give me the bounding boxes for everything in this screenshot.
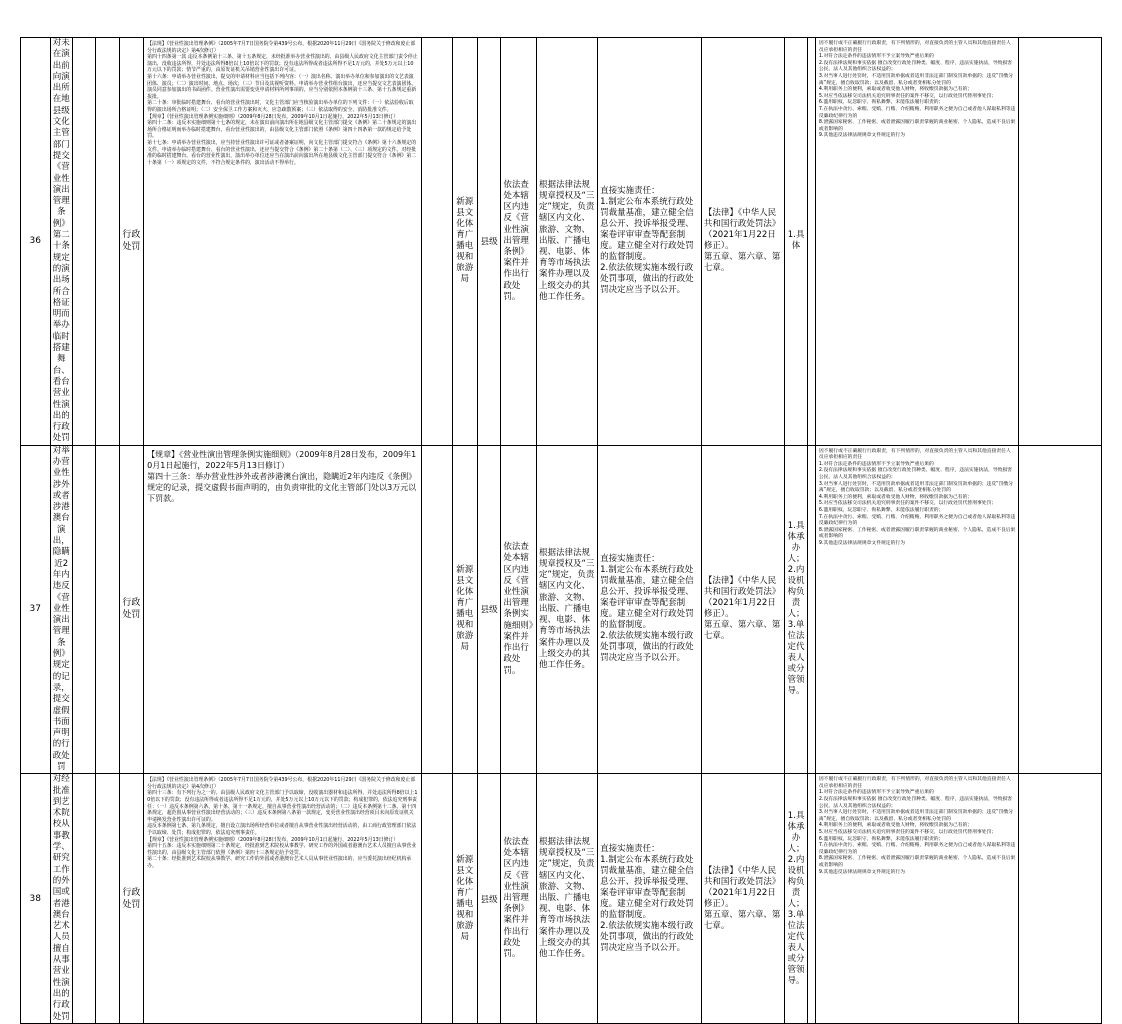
liab-line: 5.对应当依法移交司法机关追究刑事责任的案件不移交，以行政处罚代替刑事处罚；	[818, 501, 997, 507]
liab-line: 2.没有法律法规和事实依据 擅自改变行政处罚种类、幅度、程序，违法实施执法，导致损害公民、法人及其他组织合法权益的；	[818, 60, 1013, 73]
empty-cell	[422, 38, 453, 446]
penalty-basis: 【法律】《中华人民共和国行政处罚法》（2021年1月22日修正）。 第五章、第六章、第七章。	[701, 38, 784, 446]
liab-line: 因不履行或不正确履行行政职责，有下列情形的，对直接负责的主管人员和其他直接责任人员应承担相应的责任	[818, 777, 1011, 789]
responsibility-table	[20, 37, 1102, 1024]
liab-line: 因不履行或不正确履行行政职责，有下列情形的，对直接负责的主管人员和其他直接责任人员应承担相应的责任	[818, 41, 1011, 53]
empty-cell	[807, 38, 815, 446]
table-row	[21, 38, 1102, 446]
direct-responsibility: 直接实施责任： 1.制定公布本系统行政处罚裁量基准，建立健全信息公开、投诉举报受理、案卷评审审查等配套制度。建立健全对行政处罚的监督制度。 2.依法依规实施本级行政处罚事项，做出的行政处罚决定应当予以公开。	[598, 774, 702, 1024]
basis-line: 第十六条：申请举办营业性演出，提交的申请材料应当包括下列内容：（一）演出名称、演出举办单位和参加演出的文艺表演团体、演员；（二）演出时间、地点、场次；（三）节目及其视听资料。申请举办营业性组台演出，还应当提交文艺表演团体、演员同意参加演出的书面函件。营业性演出需要变更申请材料所列事项的，应当分别依照本条例第十三条、第十五条规定重新报批。	[147, 73, 417, 100]
basis-line: 【法规】《营业性演出管理条例》（2005年7月7日国务院令第439号公布，根据2020年11月29日《国务院关于修改和废止部分行政法规的决定》第4次修订）	[147, 41, 416, 54]
implementing-department: 新源县文化体育广播电视和旅游局	[452, 774, 477, 1024]
liab-line: 8.泄露国家秘密、工作秘密，或者泄露因履行职责掌握的商业秘密、个人隐私，造成不良后果或者影响的	[818, 527, 1016, 540]
basis-line: 第十七条：申请举办营业性演出，应当持营业性演出许可证或者备案证明，向文化主管部门提交符合《条例》第十六条规定的文件。申请举办临时搭建舞台、看台的营业性演出，还应当提交符合《条例》第二十条第（二）、（三）项规定的文件。对经批准的临时搭建舞台、看台的营业性演出，演出举办单位还应当在演出前向演出所在地县级文化主管部门提交符合《条例》第二十条第（一）项规定的文件，不符合规定条件的，演出活动不得举行。	[147, 139, 417, 166]
item-name: 对经批准到艺术院校从事教学、研究工作的外国或者港澳台艺术人员擅自从事营业性演出的行政处罚	[50, 774, 72, 1024]
liab-line: 1.对符合法定条件的违法情形不予立案导致严重后果的	[818, 790, 934, 796]
liab-line: 6.滥用职权、玩忽职守、徇私舞弊，未能依法履行职责的；	[818, 836, 944, 842]
liability-clauses	[815, 774, 1019, 1024]
liab-line: 因不履行或不正确履行行政职责，有下列情形的，对直接负责的主管人员和其他直接责任人员应承担相应的责任	[818, 448, 1011, 461]
basis-line: 第二十条：审批临时搭建舞台、看台的营业性演出时，文化主管部门应当核验演出举办单位的下列文件：（一）依法验收后取得的演出场所合格证明；（二）安全保卫工作方案和灭火、应急疏散预案；（三）依法取得的安全、消防批准文件。	[147, 100, 414, 113]
implementing-department: 新源县文化体育广播电视和旅游局	[452, 445, 477, 774]
liab-line: 9.其他违反法律法规规章文件规定的行为	[818, 869, 906, 875]
basis-line: 【规章】《营业性演出管理条例实施细则》（2009年8月28日发布，2009年10月1日起施行，2022年5月13日修订）	[147, 836, 399, 843]
liab-line: 3.对当事人进行处罚时，不适用罚款单据或者适用非法定部门制发罚款单据的；违反“罚缴分离”规定，擅自收取罚款；以及截留、私分或者变相私分处罚的	[818, 481, 1014, 494]
basis-line: 第四十三条：有下列行为之一的，由县级人民政府文化主管部门予以取缔，没收演出器材和违法所得，并处违法所得8倍以上10倍以下的罚款；没有违法所得或者违法所得不足1万元的，并处5万元以上10万元以下的罚款；构成犯罪的，依法追究刑事责任：（一）违反本条例第六条、第十条、第十一条规定，擅自从事营业性演出经营活动的；（二）违反本条例第十二条、第十四条规定，超范围从事营业性演出经营活动的；（三）违反本条例第八条第一款规定，变更营业性演出经营项目未向原发证机关申请换发营业性演出许可证的。	[147, 790, 418, 823]
empty-cell	[96, 774, 119, 1024]
legal-basis	[144, 38, 422, 446]
direct-responsibility: 直接实施责任： 1.制定公布本系统行政处罚裁量基准，建立健全信息公开、投诉举报受理、案卷评审审查等配套制度。建立健全对行政处罚的监督制度。 2.依法依规实施本级行政处罚事项，做出的行政处罚决定应当予以公开。	[598, 445, 702, 774]
liab-line: 8.泄露国家秘密、工作秘密，或者泄露因履行职责掌握的商业秘密、个人隐私，造成不良后果或者影响的	[818, 856, 1016, 869]
liab-line: 7.在执法中贪污、索贿、受贿、行贿、介绍贿赂，利用职务之便为自己或者他人谋取私利等违反廉政纪律行为的	[818, 514, 1016, 527]
liab-line: 1.对符合法定条件的违法情形不予立案导致严重后果的	[818, 54, 934, 60]
empty-cell	[1019, 445, 1102, 774]
liab-line: 2.没有法律法规和事实依据 擅自改变行政处罚种类、幅度、程序，违法实施执法，导致损害公民、法人及其他组织合法权益的；	[818, 468, 1013, 481]
implementing-department: 新源县文化体育广播电视和旅游局	[452, 38, 477, 446]
empty-cell	[1019, 38, 1102, 446]
admin-level: 县级	[477, 38, 500, 446]
item-name: 对未在演出前向演出所在地县级文化主管部门提交《营业性演出管理条例》第二十条规定的演出场所合格证明而举办临时搭建舞台、看台营业性演出的行政处罚	[50, 38, 72, 446]
empty-cell	[72, 445, 95, 774]
table-row	[21, 445, 1102, 774]
legal-basis	[144, 774, 422, 1024]
accept-scope: 依法查处本辖区内违反《营业性演出管理条例》案件并作出行政处罚。	[501, 38, 537, 446]
liab-line: 7.在执法中贪污、索贿、受贿、行贿、介绍贿赂，利用职务之便为自己或者他人谋取私利等违反廉政纪律行为的	[818, 843, 1016, 855]
empty-cell	[72, 38, 95, 446]
penalty-basis: 【法律】《中华人民共和国行政处罚法》（2021年1月22日修正）。 第五章、第六章、第七章。	[701, 445, 784, 774]
row-number: 37	[21, 445, 51, 774]
liab-line: 2.没有法律法规和事实依据 擅自改变行政处罚种类、幅度、程序，违法实施执法，导致损害公民、法人及其他组织合法权益的；	[818, 797, 1013, 809]
accountable-persons: 1.具体承办人；2.内设机构负责人；3.单位法定代表人或分管领导。	[785, 445, 807, 774]
liab-line: 6.滥用职权、玩忽职守、徇私舞弊，未能依法履行职责的；	[818, 100, 944, 106]
basis-line: 【法规】《营业性演出管理条例》（2005年7月7日国务院令第439号公布，根据2020年11月29日《国务院关于修改和废止部分行政法规的决定》第4次修订）	[147, 777, 416, 790]
item-category: 行政处罚	[119, 445, 143, 774]
liab-line: 9.其他违反法律法规规章文件规定的行为	[818, 541, 906, 546]
row-number: 36	[21, 38, 51, 446]
liab-line: 4.利用职务上的便利，索取或者收受他人财物，将收缴罚款据为己有的；	[818, 823, 973, 829]
empty-cell	[96, 38, 119, 446]
liab-line: 4.利用职务上的便利，索取或者收受他人财物，将收缴罚款据为己有的；	[818, 87, 973, 93]
empty-cell	[422, 774, 453, 1024]
basis-line: 【规章】《营业性演出管理条例实施细则》（2009年8月28日发布，2009年10月1日起施行，2022年5月13日修订）	[147, 449, 417, 470]
duty-scope: 根据法律法规规章授权及“三定”规定，负责辖区内文化、旅游、文物、出版、广播电视、电影、体育等市场执法案件办理以及上级交办的其他工作任务。	[537, 38, 598, 446]
basis-line: 【规章】《营业性演出管理条例实施细则》（2009年8月28日发布，2009年10月1日起施行，2022年5月13日修订）	[147, 113, 399, 120]
empty-cell	[422, 445, 453, 774]
accept-scope: 依法查处本辖区内违反《营业性演出管理条例实施细则》案件并作出行政处罚。	[501, 445, 537, 774]
liab-line: 3.对当事人进行处罚时，不适用罚款单据或者适用非法定部门制发罚款单据的；违反“罚缴分离”规定，擅自收取罚款；以及截留、私分或者变相私分处罚的	[818, 810, 1014, 822]
empty-cell	[807, 445, 815, 774]
accountable-persons: 1.具体	[785, 38, 807, 446]
admin-level: 县级	[477, 445, 500, 774]
basis-line: 第二十条：经批准到艺术院校从事教学、研究工作的外国或者港澳台艺术人员从事营业性演出的，应当委托演出经纪机构承办。	[147, 856, 412, 870]
accountable-persons: 1.具体承办人；2.内设机构负责人；3.单位法定代表人或分管领导。	[785, 774, 807, 1024]
liab-line: 1.对符合法定条件的违法情形不予立案导致严重后果的	[818, 461, 934, 467]
admin-level: 县级	[477, 774, 500, 1024]
empty-cell	[72, 774, 95, 1024]
liab-line: 8.泄露国家秘密、工作秘密，或者泄露因履行职责掌握的商业秘密、个人隐私，造成不良后果或者影响的	[818, 120, 1016, 132]
item-category: 行政处罚	[119, 38, 143, 446]
basis-line: 第四十五条：违反本实施细则第二十条规定，经批准到艺术院校从事教学、研究工作的外国或者港澳台艺术人员擅自从事营业性演出的，由县级文化主管部门依照《条例》第四十三条规定给予处罚。	[147, 843, 417, 856]
direct-responsibility: 直接实施责任： 1.制定公布本系统行政处罚裁量基准，建立健全信息公开、投诉举报受理、案卷评审审查等配套制度。建立健全对行政处罚的监督制度。 2.依法依规实施本级行政处罚事项，做出的行政处罚决定应当予以公开。	[598, 38, 702, 446]
liab-line: 5.对应当依法移交司法机关追究刑事责任的案件不移交，以行政处罚代替刑事处罚；	[818, 830, 997, 836]
table-row	[21, 774, 1102, 1024]
item-category: 行政处罚	[119, 774, 143, 1024]
row-number: 38	[21, 774, 51, 1024]
liability-clauses	[815, 38, 1019, 446]
liab-line: 6.滥用职权、玩忽职守、徇私舞弊，未能依法履行职责的；	[818, 508, 944, 514]
empty-cell	[96, 445, 119, 774]
duty-scope: 根据法律法规规章授权及“三定”规定，负责辖区内文化、旅游、文物、出版、广播电视、电影、体育等市场执法案件办理以及上级交办的其他工作任务。	[537, 445, 598, 774]
duty-scope: 根据法律法规规章授权及“三定”规定，负责辖区内文化、旅游、文物、出版、广播电视、电影、体育等市场执法案件办理以及上级交办的其他工作任务。	[537, 774, 598, 1024]
liability-clauses	[815, 445, 1019, 774]
empty-cell	[1019, 774, 1102, 1024]
liab-line: 7.在执法中贪污、索贿、受贿、行贿、介绍贿赂，利用职务之便为自己或者他人谋取私利等违反廉政纪律行为的	[818, 106, 1016, 119]
penalty-basis: 【法律】《中华人民共和国行政处罚法》（2021年1月22日修正）。 第五章、第六章、第七章。	[701, 774, 784, 1024]
basis-line: 第四十二条：违反本实施细则第十七条的规定，未在演出前向演出所在地县级文化主管部门提交《条例》第二十条规定的演出场所合格证明而举办临时搭建舞台、看台营业性演出的，由县级文化主管部门依照《条例》第四十四条第一款的规定给予处罚。	[147, 120, 417, 140]
empty-cell	[807, 774, 815, 1024]
item-name: 对举办营业性涉外或者涉港澳台演出，隐瞒近2年内违反《营业性演出管理条例》规定的记录，提交虚假书面声明的行政处罚	[50, 445, 72, 774]
liab-line: 5.对应当依法移交司法机关追究刑事责任的案件不移交，以行政处罚代替刑事处罚；	[818, 93, 997, 99]
legal-basis	[144, 445, 422, 774]
basis-line: 第四十三条：举办营业性涉外或者涉港澳台演出，隐瞒近2年内违反《条例》规定的记录，提交虚假书面声明的，由负责审批的文化主管部门处以3万元以下罚款。	[147, 471, 417, 503]
liab-line: 3.对当事人进行处罚时，不适用罚款单据或者适用非法定部门制发罚款单据的；违反“罚缴分离”规定，擅自收取罚款；以及截留、私分或者变相私分处罚的	[818, 73, 1014, 86]
liab-line: 4.利用职务上的便利，索取或者收受他人财物，将收缴罚款据为己有的；	[818, 494, 973, 500]
accept-scope: 依法查处本辖区内违反《营业性演出管理条例》案件并作出行政处罚。	[501, 774, 537, 1024]
liab-line: 9.其他违反法律法规规章文件规定的行为	[818, 133, 906, 139]
basis-line: 第四十四条第一款 违反本条例第十三条、第十五条规定，未经批准举办营业性演出的，由县级人民政府文化主管部门责令停止演出，没收违法所得，并处违法所得8倍以上10倍以下的罚款；没有违法所得或者违法所得不足1万元的，并处5万元以上10万元以下的罚款；情节严重的，由原发证机关吊销营业性演出许可证。	[147, 54, 418, 74]
basis-line: 违反本条例第七条、第九条规定，擅自设立演出场所经营单位或者擅自从事营业性演出经营活动的，由工商行政管理部门依法予以取缔、处罚；构成犯罪的，依法追究刑事责任。	[147, 823, 417, 837]
